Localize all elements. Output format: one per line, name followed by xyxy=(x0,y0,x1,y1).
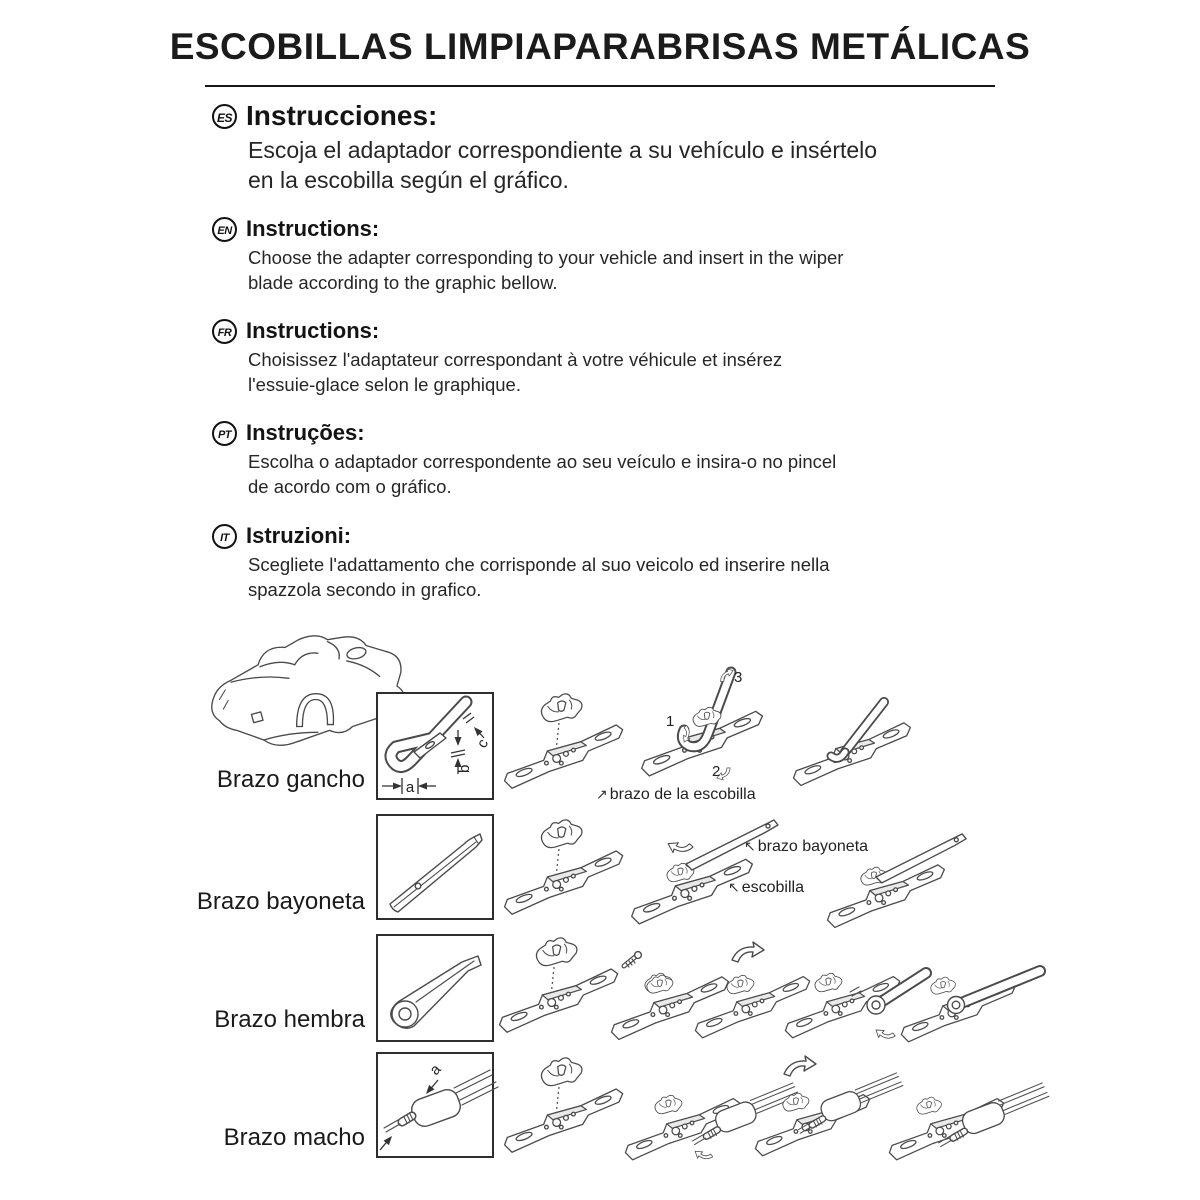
hook-dimension-figure xyxy=(378,694,492,798)
section-line: Choisissez l'adaptateur correspondant à votre véhicule et insérez xyxy=(248,349,783,370)
male-step-lock-figure xyxy=(756,1056,908,1156)
row-label-male-arm: Brazo macho xyxy=(223,1124,365,1151)
fr-language-badge-icon: FR xyxy=(212,319,237,344)
male-arm-figure xyxy=(378,1054,492,1156)
section-heading: Instructions: xyxy=(246,216,380,241)
caption-blade: ↖ escobilla xyxy=(728,879,804,896)
es-language-badge-icon: ES xyxy=(212,104,237,129)
en-language-badge-icon: EN xyxy=(212,217,237,242)
section-line: en la escobilla según el gráfico. xyxy=(248,167,569,193)
male-dim-a-label: a xyxy=(426,1061,445,1079)
section-line: Escolha o adaptador correspondente ao seu veículo e insira-o no pincel xyxy=(248,451,837,472)
step-number-1: 1 xyxy=(666,713,675,730)
male-step-assembled-figure xyxy=(888,1064,1053,1160)
section-fr xyxy=(212,318,992,397)
male-step-place-adapter-figure xyxy=(503,1054,631,1156)
bayonet-step-insert-arm-figure xyxy=(626,806,806,920)
caption-blade-arm: ↗ brazo de la escobilla xyxy=(596,786,756,803)
section-it xyxy=(212,523,992,602)
hook-step-insert-arm-figure xyxy=(634,664,786,788)
row-label-hook-arm: Brazo gancho xyxy=(216,766,365,793)
female-arm-figure xyxy=(378,936,492,1040)
section-line: de acordo com o gráfico. xyxy=(248,476,452,497)
pointer-arrow-icon: ↖ xyxy=(744,838,756,854)
caption-bayonet-arm: ↖ brazo bayoneta xyxy=(744,838,869,855)
pointer-arrow-icon: ↖ xyxy=(728,879,740,895)
section-line: spazzola secondo in grafico. xyxy=(248,579,482,600)
section-line: Escoja el adaptador correspondiente a su vehículo e insértelo xyxy=(248,137,878,163)
section-en xyxy=(212,216,992,295)
bayonet-arm-box xyxy=(376,814,494,920)
hook-step-place-adapter-figure xyxy=(503,690,631,792)
male-arm-box xyxy=(376,1052,494,1158)
step-number-2: 2 xyxy=(712,763,721,780)
pointer-arrow-icon: ↗ xyxy=(596,786,608,802)
section-line: Choose the adapter corresponding to your vehicle and insert in the wiper xyxy=(248,247,844,268)
bayonet-arm-figure xyxy=(378,816,492,918)
section-es xyxy=(212,100,992,195)
hook-step-assembled-figure xyxy=(788,688,910,788)
dim-a-label: a xyxy=(405,779,415,796)
female-arm-box xyxy=(376,934,494,1042)
dim-c-label: c xyxy=(473,736,493,751)
step-number-3: 3 xyxy=(734,669,743,686)
it-language-badge-icon: IT xyxy=(212,524,237,549)
pt-language-badge-icon: PT xyxy=(212,421,237,446)
section-line: Scegliete l'adattamento che corrisponde al suo veicolo ed inserire nella xyxy=(248,554,830,575)
dim-b-label: b xyxy=(456,764,473,773)
bayonet-step-place-adapter-figure xyxy=(503,816,631,918)
section-pt xyxy=(212,420,992,499)
section-heading: Istruzioni: xyxy=(246,523,352,548)
row-label-bayonet-arm: Brazo bayoneta xyxy=(196,888,365,915)
hook-dimension-box xyxy=(376,692,494,800)
section-line: blade according to the graphic bellow. xyxy=(248,272,558,293)
section-line: l'essuie-glace selon le graphique. xyxy=(248,374,521,395)
page-title: ESCOBILLAS LIMPIAPARABRISAS METÁLICAS xyxy=(169,26,1031,67)
title-underline xyxy=(205,85,995,87)
section-heading: Instruções: xyxy=(246,420,365,445)
row-label-female-arm: Brazo hembra xyxy=(214,1006,365,1033)
section-heading: Instrucciones: xyxy=(246,100,438,131)
bayonet-step-assembled-figure xyxy=(822,826,970,928)
section-heading: Instructions: xyxy=(246,318,380,343)
female-step-assembled-figure xyxy=(900,948,1058,1042)
female-step-place-adapter-figure xyxy=(498,934,626,1036)
